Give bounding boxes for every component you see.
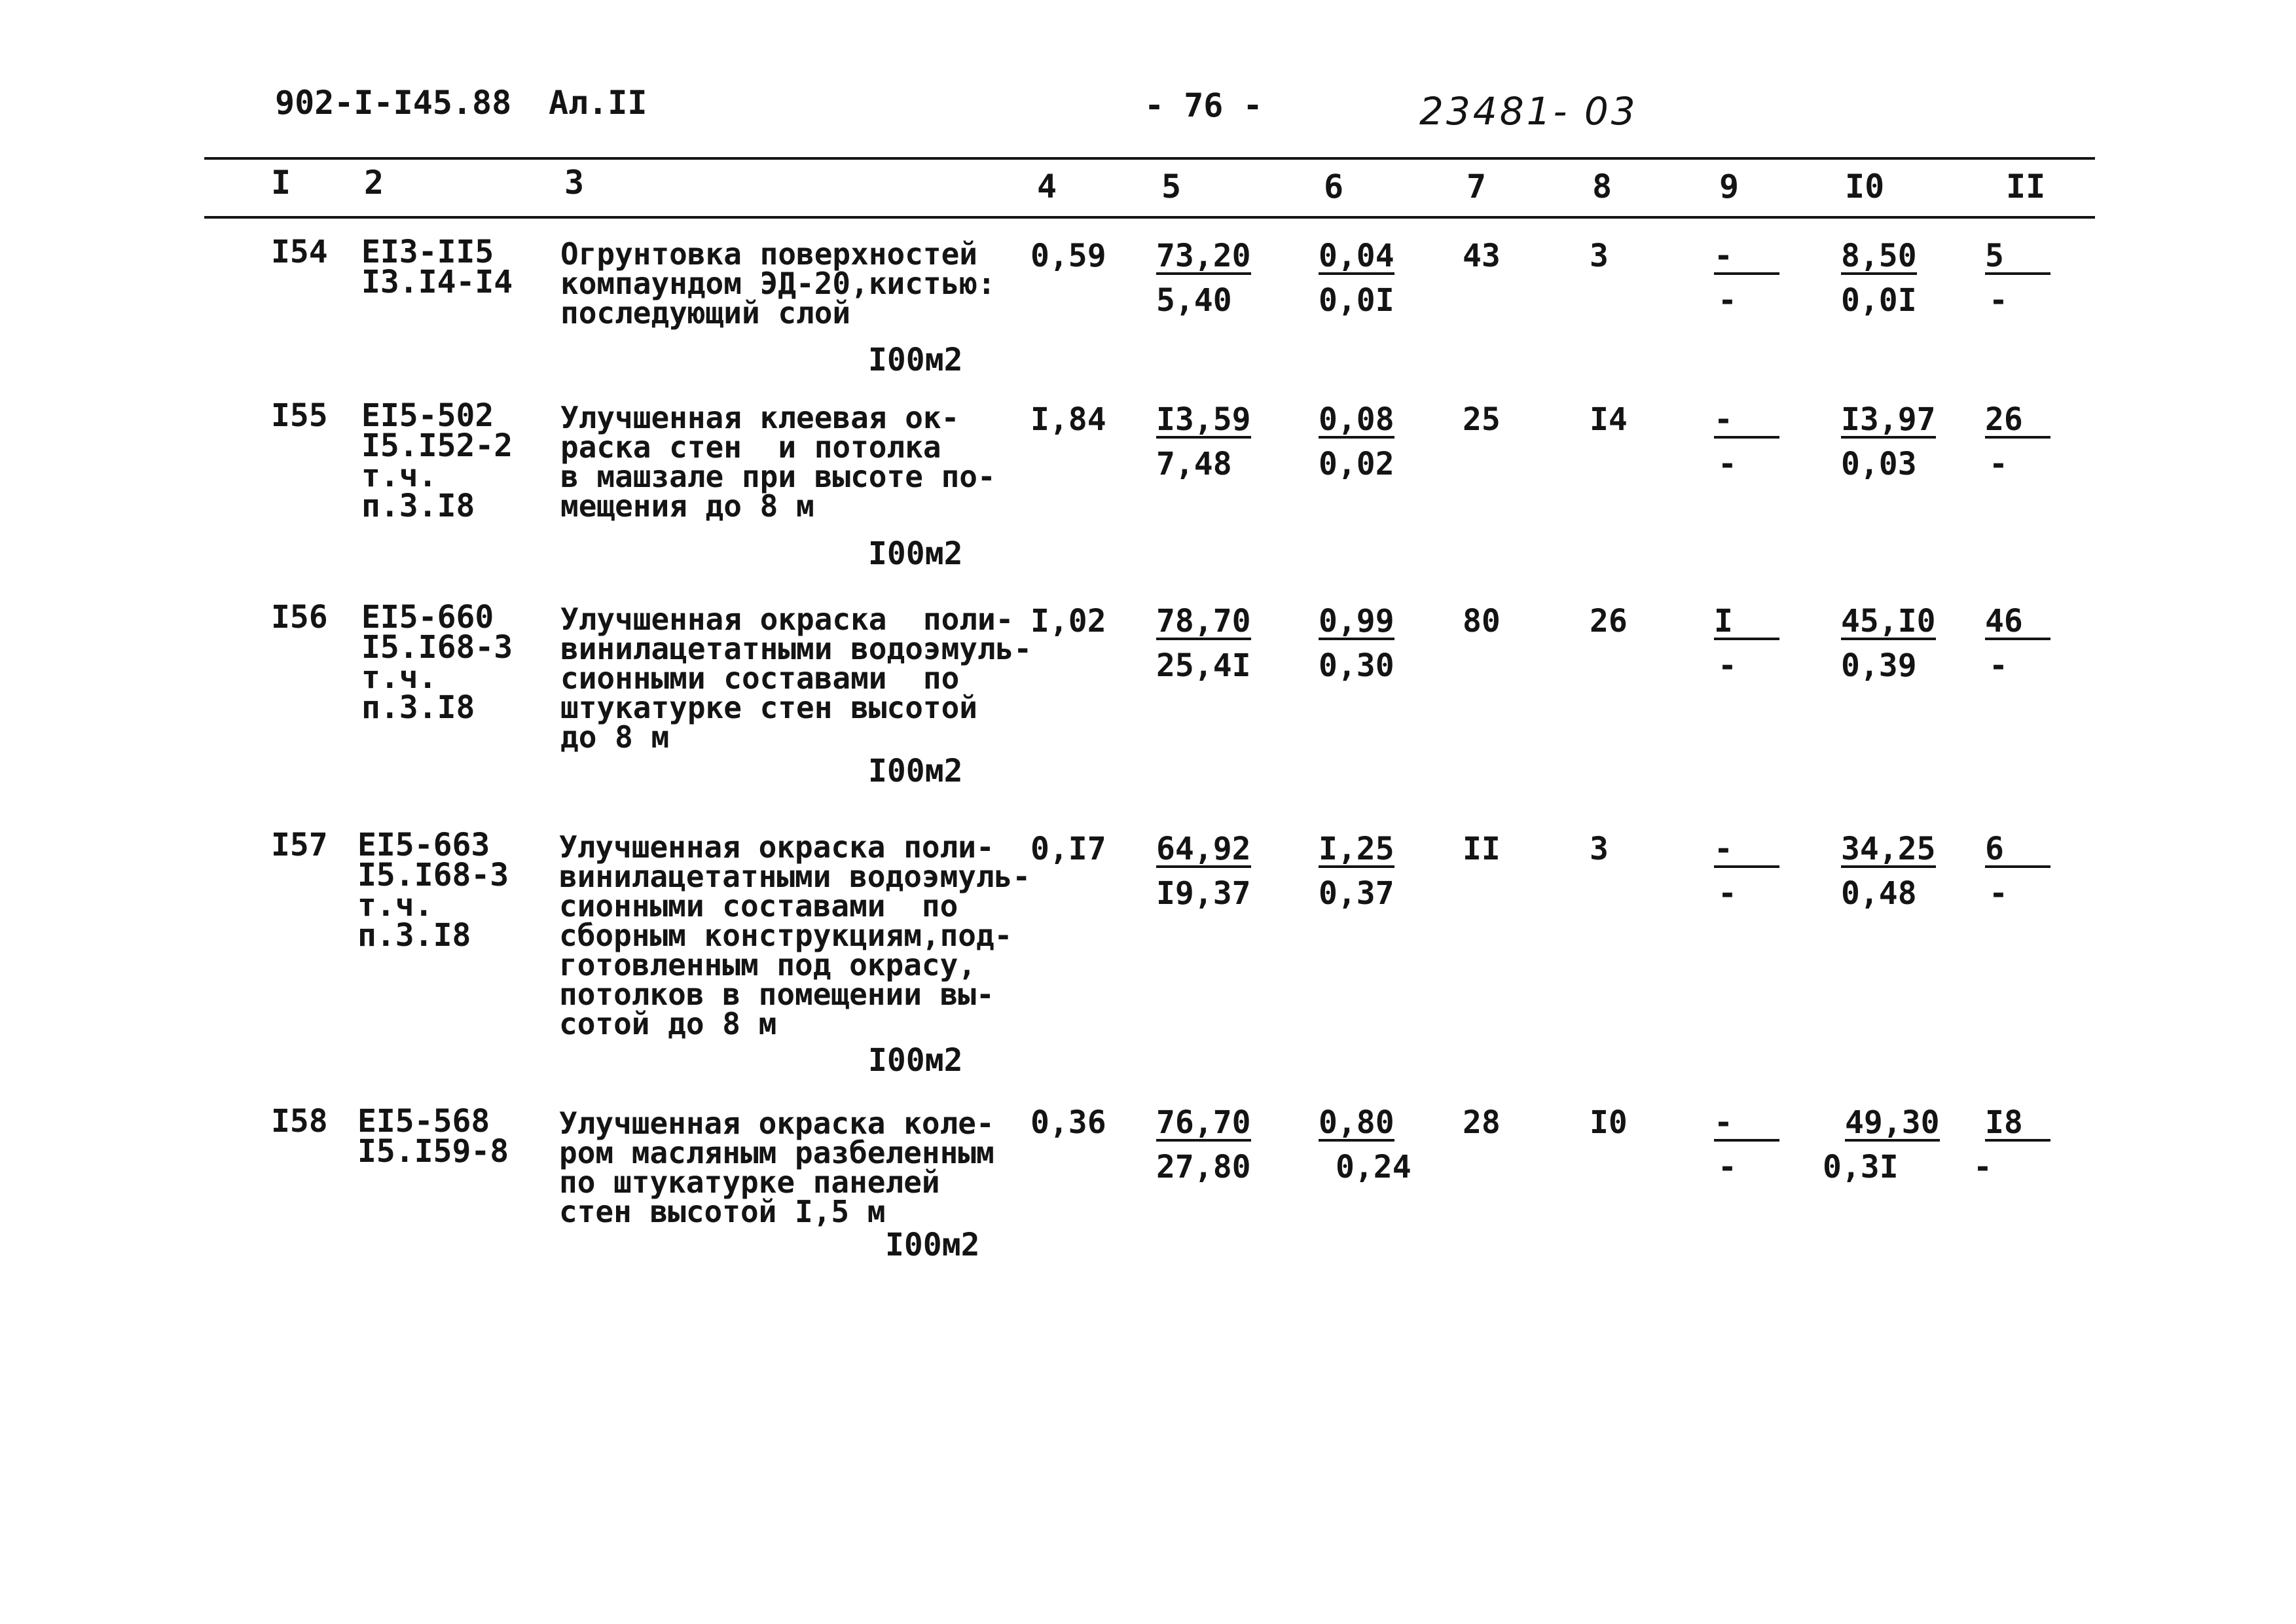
col7-value: II [1463,831,1501,867]
col-number-5: 5 [1161,168,1182,206]
col5-top: 76,70 [1156,1104,1251,1141]
col10-bottom: 0,39 [1841,647,1917,684]
col11-bottom: - [1989,446,2008,482]
unit-of-measure: I00м2 [868,1042,963,1079]
col-number-7: 7 [1467,168,1487,206]
col10-top: 34,25 [1841,831,1936,867]
col11-bottom: - [1973,1149,1992,1185]
col6-top: I,25 [1319,831,1394,867]
col6-bottom: 0,02 [1319,446,1394,482]
col6-bottom: 0,24 [1336,1149,1412,1185]
document-code: 902-I-I45.88 [275,84,512,122]
unit-of-measure: I00м2 [868,753,963,789]
row-number: I58 [271,1103,328,1140]
col-number-10: I0 [1845,168,1885,206]
col7-value: 80 [1463,603,1501,640]
col-number-3: 3 [564,164,585,202]
col-number-4: 4 [1037,168,1057,206]
norm-code: EI5-663 I5.I68-3 т.ч. п.3.I8 [357,827,509,954]
handwritten-number: 23481- 03 [1419,89,1638,134]
col10-top: I3,97 [1841,401,1936,438]
album-number: Ал.II [549,84,647,122]
col5-bottom: 25,4I [1156,647,1251,684]
col6-top: 0,04 [1319,238,1394,274]
col4-value: 0,36 [1030,1104,1106,1141]
col11-top: I8 [1985,1108,2050,1142]
col5-bottom: 27,80 [1156,1149,1251,1185]
row-number: I57 [271,827,328,863]
norm-code: EI5-660 I5.I68-3 т.ч. п.3.I8 [361,599,513,726]
col8-value: 3 [1590,831,1609,867]
col4-value: I,02 [1030,603,1106,640]
col9-bottom: - [1718,282,1737,319]
col11-top: 46 [1985,606,2050,640]
col5-bottom: 7,48 [1156,446,1232,482]
col4-value: 0,59 [1030,238,1106,274]
row-number: I56 [271,599,328,636]
work-description: Улучшенная окраска поли- винилацетатными водоэмуль- сионными составами по сборным конструкциям,под- готовленным под окрасу, потолков в помещении вы- сотой до 8 м [559,829,1031,1041]
col9-top: - [1714,405,1779,439]
col-number-1: I [271,164,291,202]
col8-value: I0 [1590,1104,1628,1141]
unit-of-measure: I00м2 [868,535,963,572]
col10-bottom: 0,48 [1841,875,1917,912]
col10-bottom: 0,03 [1841,446,1917,482]
norm-code: EI5-502 I5.I52-2 т.ч. п.3.I8 [361,397,513,524]
col-number-8: 8 [1592,168,1613,206]
col6-bottom: 0,30 [1319,647,1394,684]
work-description: Огрунтовка поверхностей компаундом ЭД-20,кистью: последующий слой [560,236,996,331]
col11-top: 26 [1985,405,2050,439]
table-top-rule [204,157,2095,160]
table-header-rule [204,216,2095,219]
col9-top: I [1714,606,1779,640]
col5-top: 73,20 [1156,238,1251,274]
col8-value: 26 [1590,603,1628,640]
unit-of-measure: I00м2 [868,342,963,378]
col10-top: 45,I0 [1841,603,1936,640]
col6-bottom: 0,0I [1319,282,1394,319]
col-number-9: 9 [1719,168,1740,206]
work-description: Улучшенная окраска коле- ром масляным разбеленным по штукатурке панелей стен высотой I,5 м [559,1106,994,1229]
row-number: I55 [271,397,328,434]
col5-top: I3,59 [1156,401,1251,438]
col6-bottom: 0,37 [1319,875,1394,912]
col8-value: 3 [1590,238,1609,274]
col8-value: I4 [1590,401,1628,438]
col10-bottom: 0,3I [1823,1149,1899,1185]
row-number: I54 [271,234,328,270]
norm-code: EI5-568 I5.I59-8 [357,1103,509,1170]
col9-bottom: - [1718,647,1737,684]
col9-bottom: - [1718,875,1737,912]
col11-bottom: - [1989,647,2008,684]
norm-code: EI3-II5 I3.I4-I4 [361,234,513,300]
col11-bottom: - [1989,282,2008,319]
col5-bottom: I9,37 [1156,875,1251,912]
col7-value: 25 [1463,401,1501,438]
col4-value: I,84 [1030,401,1106,438]
col10-top: 49,30 [1845,1104,1940,1141]
col9-bottom: - [1718,1149,1737,1185]
col11-bottom: - [1989,875,2008,912]
col7-value: 28 [1463,1104,1501,1141]
col9-top: - [1714,1108,1779,1142]
col10-bottom: 0,0I [1841,282,1917,319]
col5-bottom: 5,40 [1156,282,1232,319]
col11-top: 5 [1985,241,2050,275]
col6-top: 0,80 [1319,1104,1394,1141]
col6-top: 0,99 [1319,603,1394,640]
col11-top: 6 [1985,834,2050,868]
col-number-6: 6 [1324,168,1344,206]
col4-value: 0,I7 [1030,831,1106,867]
col5-top: 78,70 [1156,603,1251,640]
work-description: Улучшенная клеевая ок- раска стен и потолка в машзале при высоте по- мещения до 8 м [560,400,996,524]
col9-bottom: - [1718,446,1737,482]
work-description: Улучшенная окраска поли- винилацетатными водоэмуль- сионными составами по штукатурке стен высотой до 8 м [560,602,1032,755]
col-number-11: II [2006,168,2046,206]
col10-top: 8,50 [1841,238,1917,274]
page-number: - 76 - [1144,86,1263,124]
col7-value: 43 [1463,238,1501,274]
unit-of-measure: I00м2 [885,1227,980,1263]
col9-top: - [1714,241,1779,275]
col9-top: - [1714,834,1779,868]
col6-top: 0,08 [1319,401,1394,438]
col-number-2: 2 [364,164,384,202]
col5-top: 64,92 [1156,831,1251,867]
